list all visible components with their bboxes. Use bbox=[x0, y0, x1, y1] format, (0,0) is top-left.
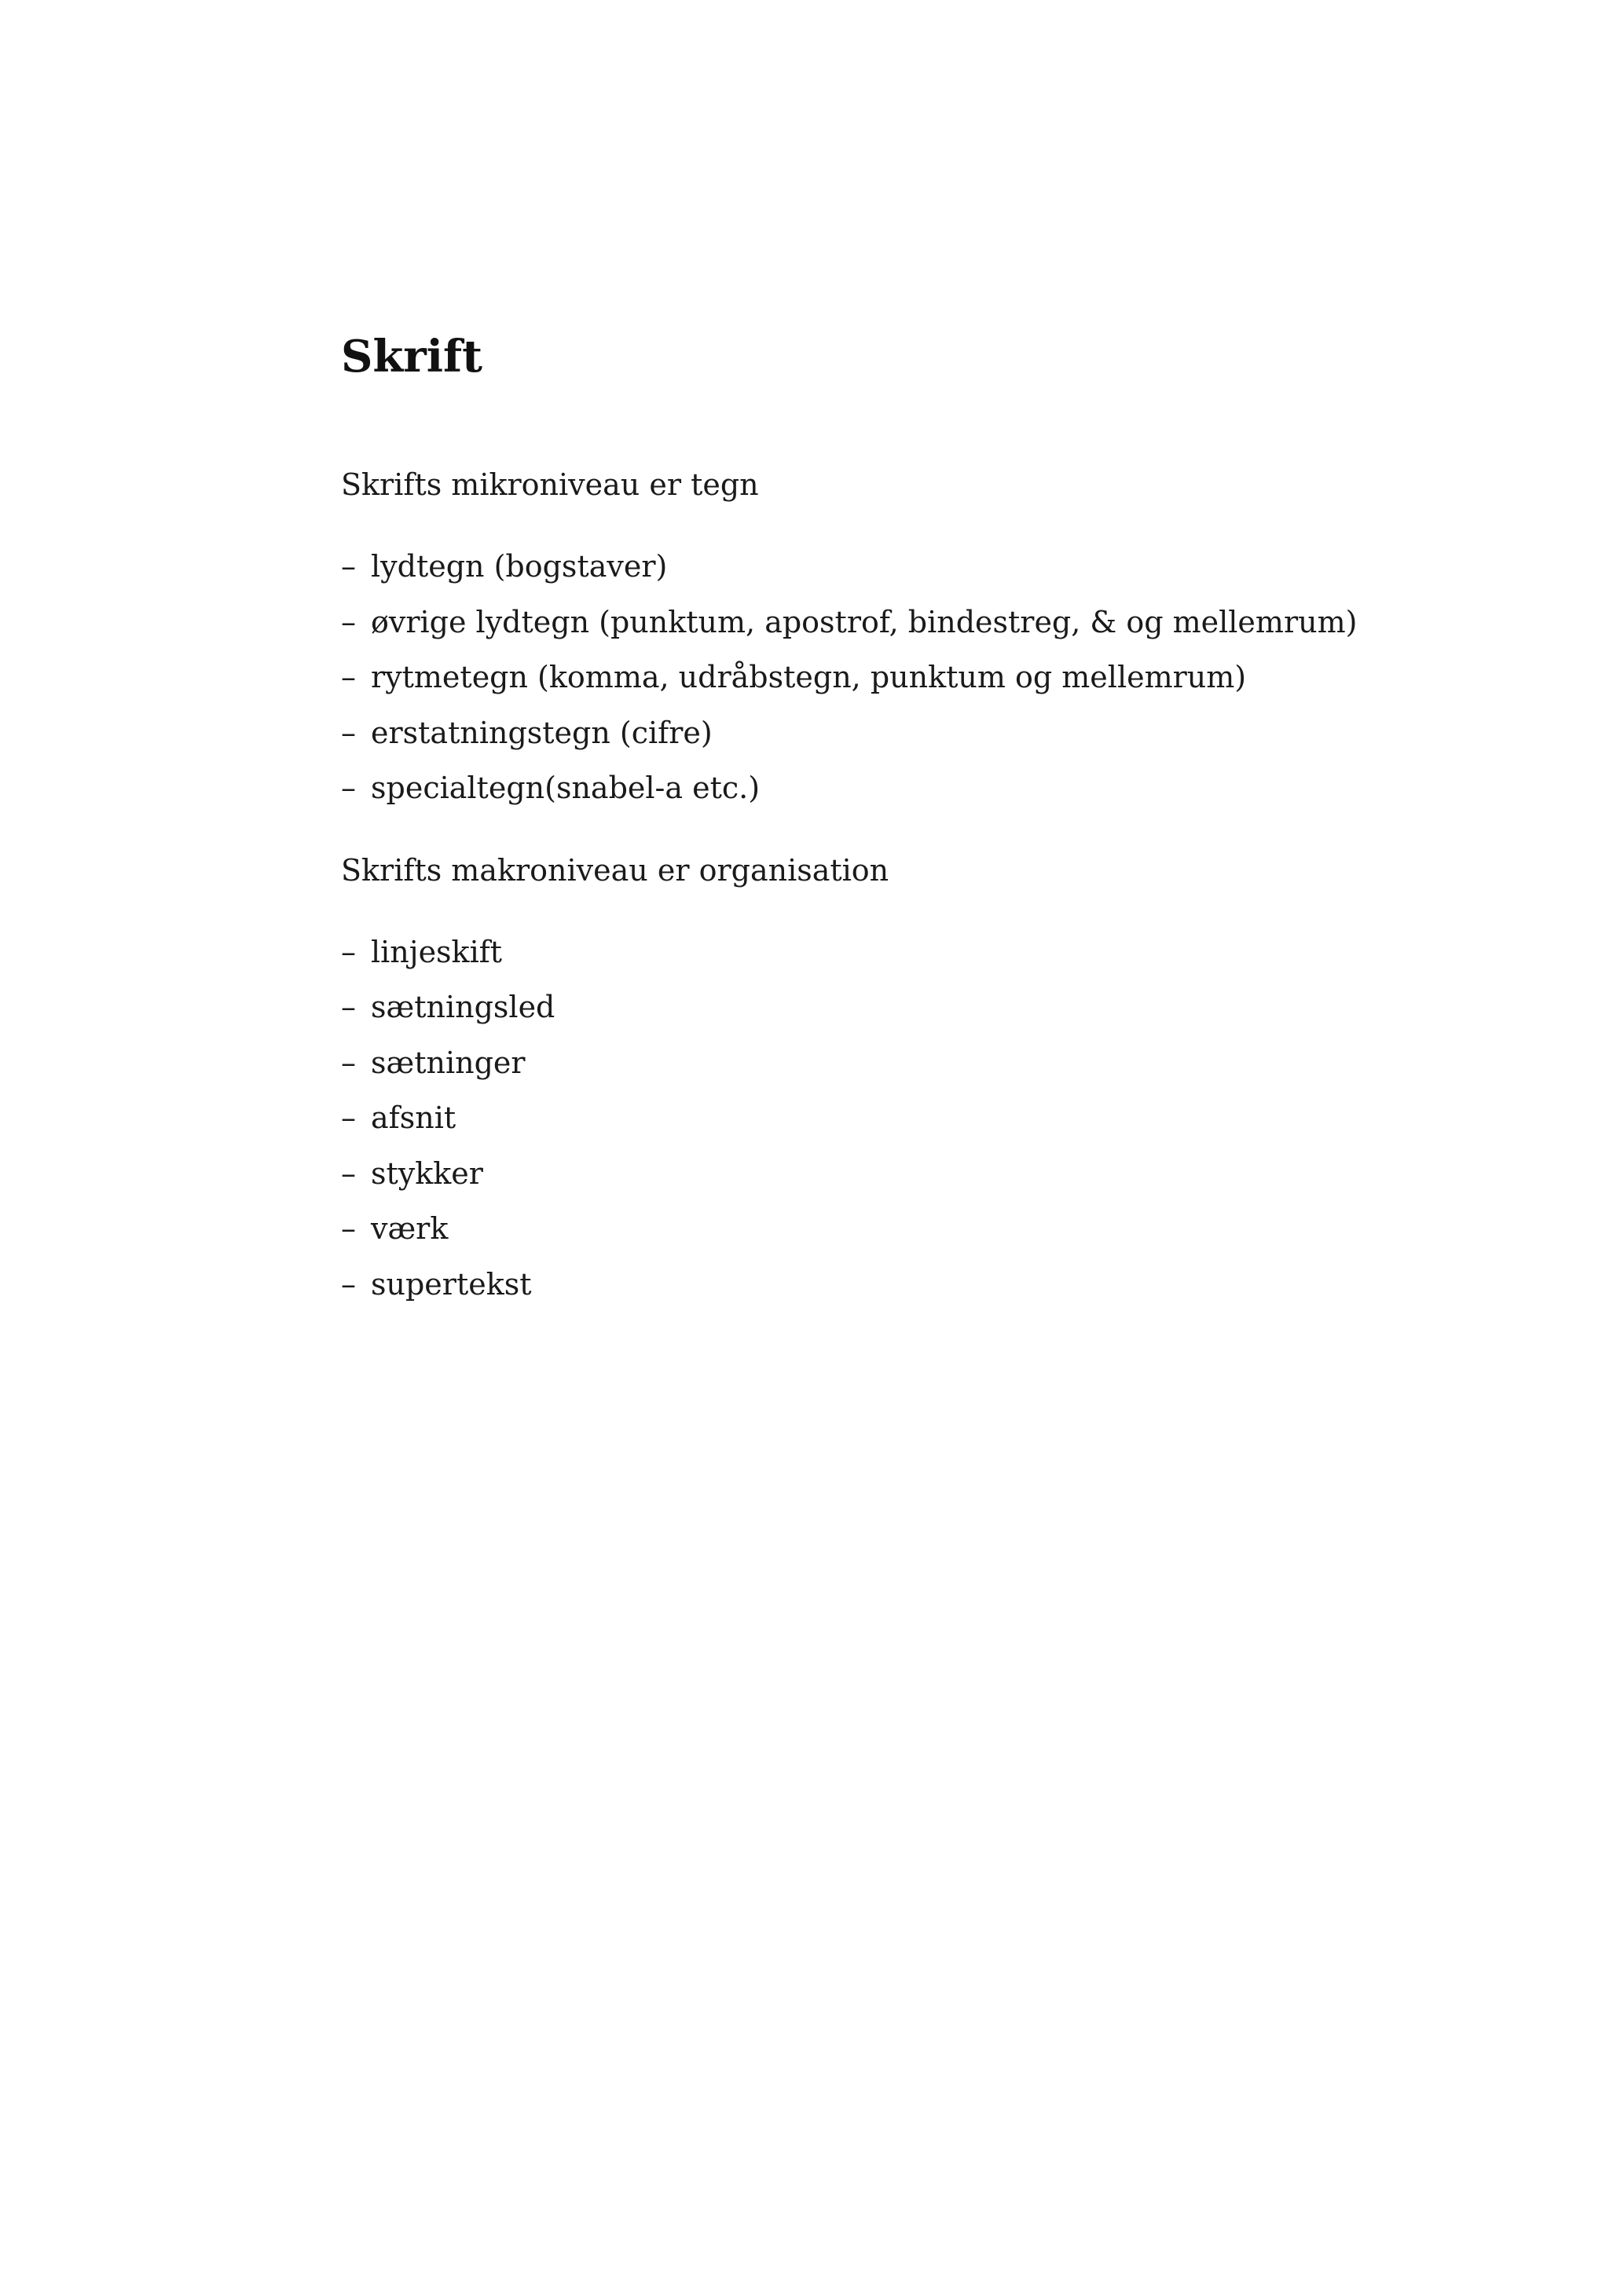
list-item-text: erstatningstegn (cifre) bbox=[371, 715, 713, 750]
dash-bullet: – bbox=[341, 1155, 356, 1191]
dash-bullet: – bbox=[341, 1211, 356, 1246]
dash-bullet: – bbox=[341, 604, 356, 639]
list-item-text: supertekst bbox=[371, 1266, 532, 1302]
dash-bullet: – bbox=[341, 934, 356, 969]
list-item-text: øvrige lydtegn (punktum, apostrof, bindestreg, & og mellemrum) bbox=[371, 604, 1358, 639]
dash-bullet: – bbox=[341, 771, 356, 805]
dash-bullet: – bbox=[341, 1045, 356, 1080]
list-item-text: linjeskift bbox=[371, 934, 503, 969]
list-item bbox=[341, 760, 1362, 816]
list-item bbox=[341, 539, 1362, 595]
list-item bbox=[341, 980, 1362, 1035]
list-item bbox=[341, 1035, 1362, 1091]
list-item bbox=[341, 1201, 1362, 1257]
list-item-text: afsnit bbox=[371, 1100, 456, 1135]
list-item-text: lydtegn (bogstaver) bbox=[371, 549, 668, 584]
dash-bullet: – bbox=[341, 715, 356, 750]
page-title: Skrift bbox=[341, 331, 482, 383]
list-item-text: specialtegn(snabel-a etc.) bbox=[371, 771, 761, 805]
dash-bullet: – bbox=[341, 1100, 356, 1135]
list-item-text: stykker bbox=[371, 1155, 483, 1191]
list-item bbox=[341, 705, 1362, 761]
list-item bbox=[341, 650, 1362, 705]
page-content bbox=[341, 328, 1362, 1312]
list-item bbox=[341, 925, 1362, 980]
list-item bbox=[341, 1146, 1362, 1202]
macro-intro: Skrifts makroniveau er organisation bbox=[341, 852, 889, 888]
list-item-text: rytmetegn (komma, udråbstegn, punktum og mellemrum) bbox=[371, 660, 1247, 694]
list-item bbox=[341, 1090, 1362, 1146]
macro-list bbox=[341, 925, 1362, 1313]
list-item bbox=[341, 595, 1362, 650]
micro-list bbox=[341, 539, 1362, 816]
dash-bullet: – bbox=[341, 660, 356, 694]
list-item-text: sætninger bbox=[371, 1045, 526, 1080]
dash-bullet: – bbox=[341, 549, 356, 584]
list-item-text: værk bbox=[371, 1211, 449, 1246]
list-item bbox=[341, 1257, 1362, 1313]
list-item-text: sætningsled bbox=[371, 990, 555, 1024]
micro-intro: Skrifts mikroniveau er tegn bbox=[341, 467, 759, 502]
dash-bullet: – bbox=[341, 1266, 356, 1302]
dash-bullet: – bbox=[341, 990, 356, 1024]
